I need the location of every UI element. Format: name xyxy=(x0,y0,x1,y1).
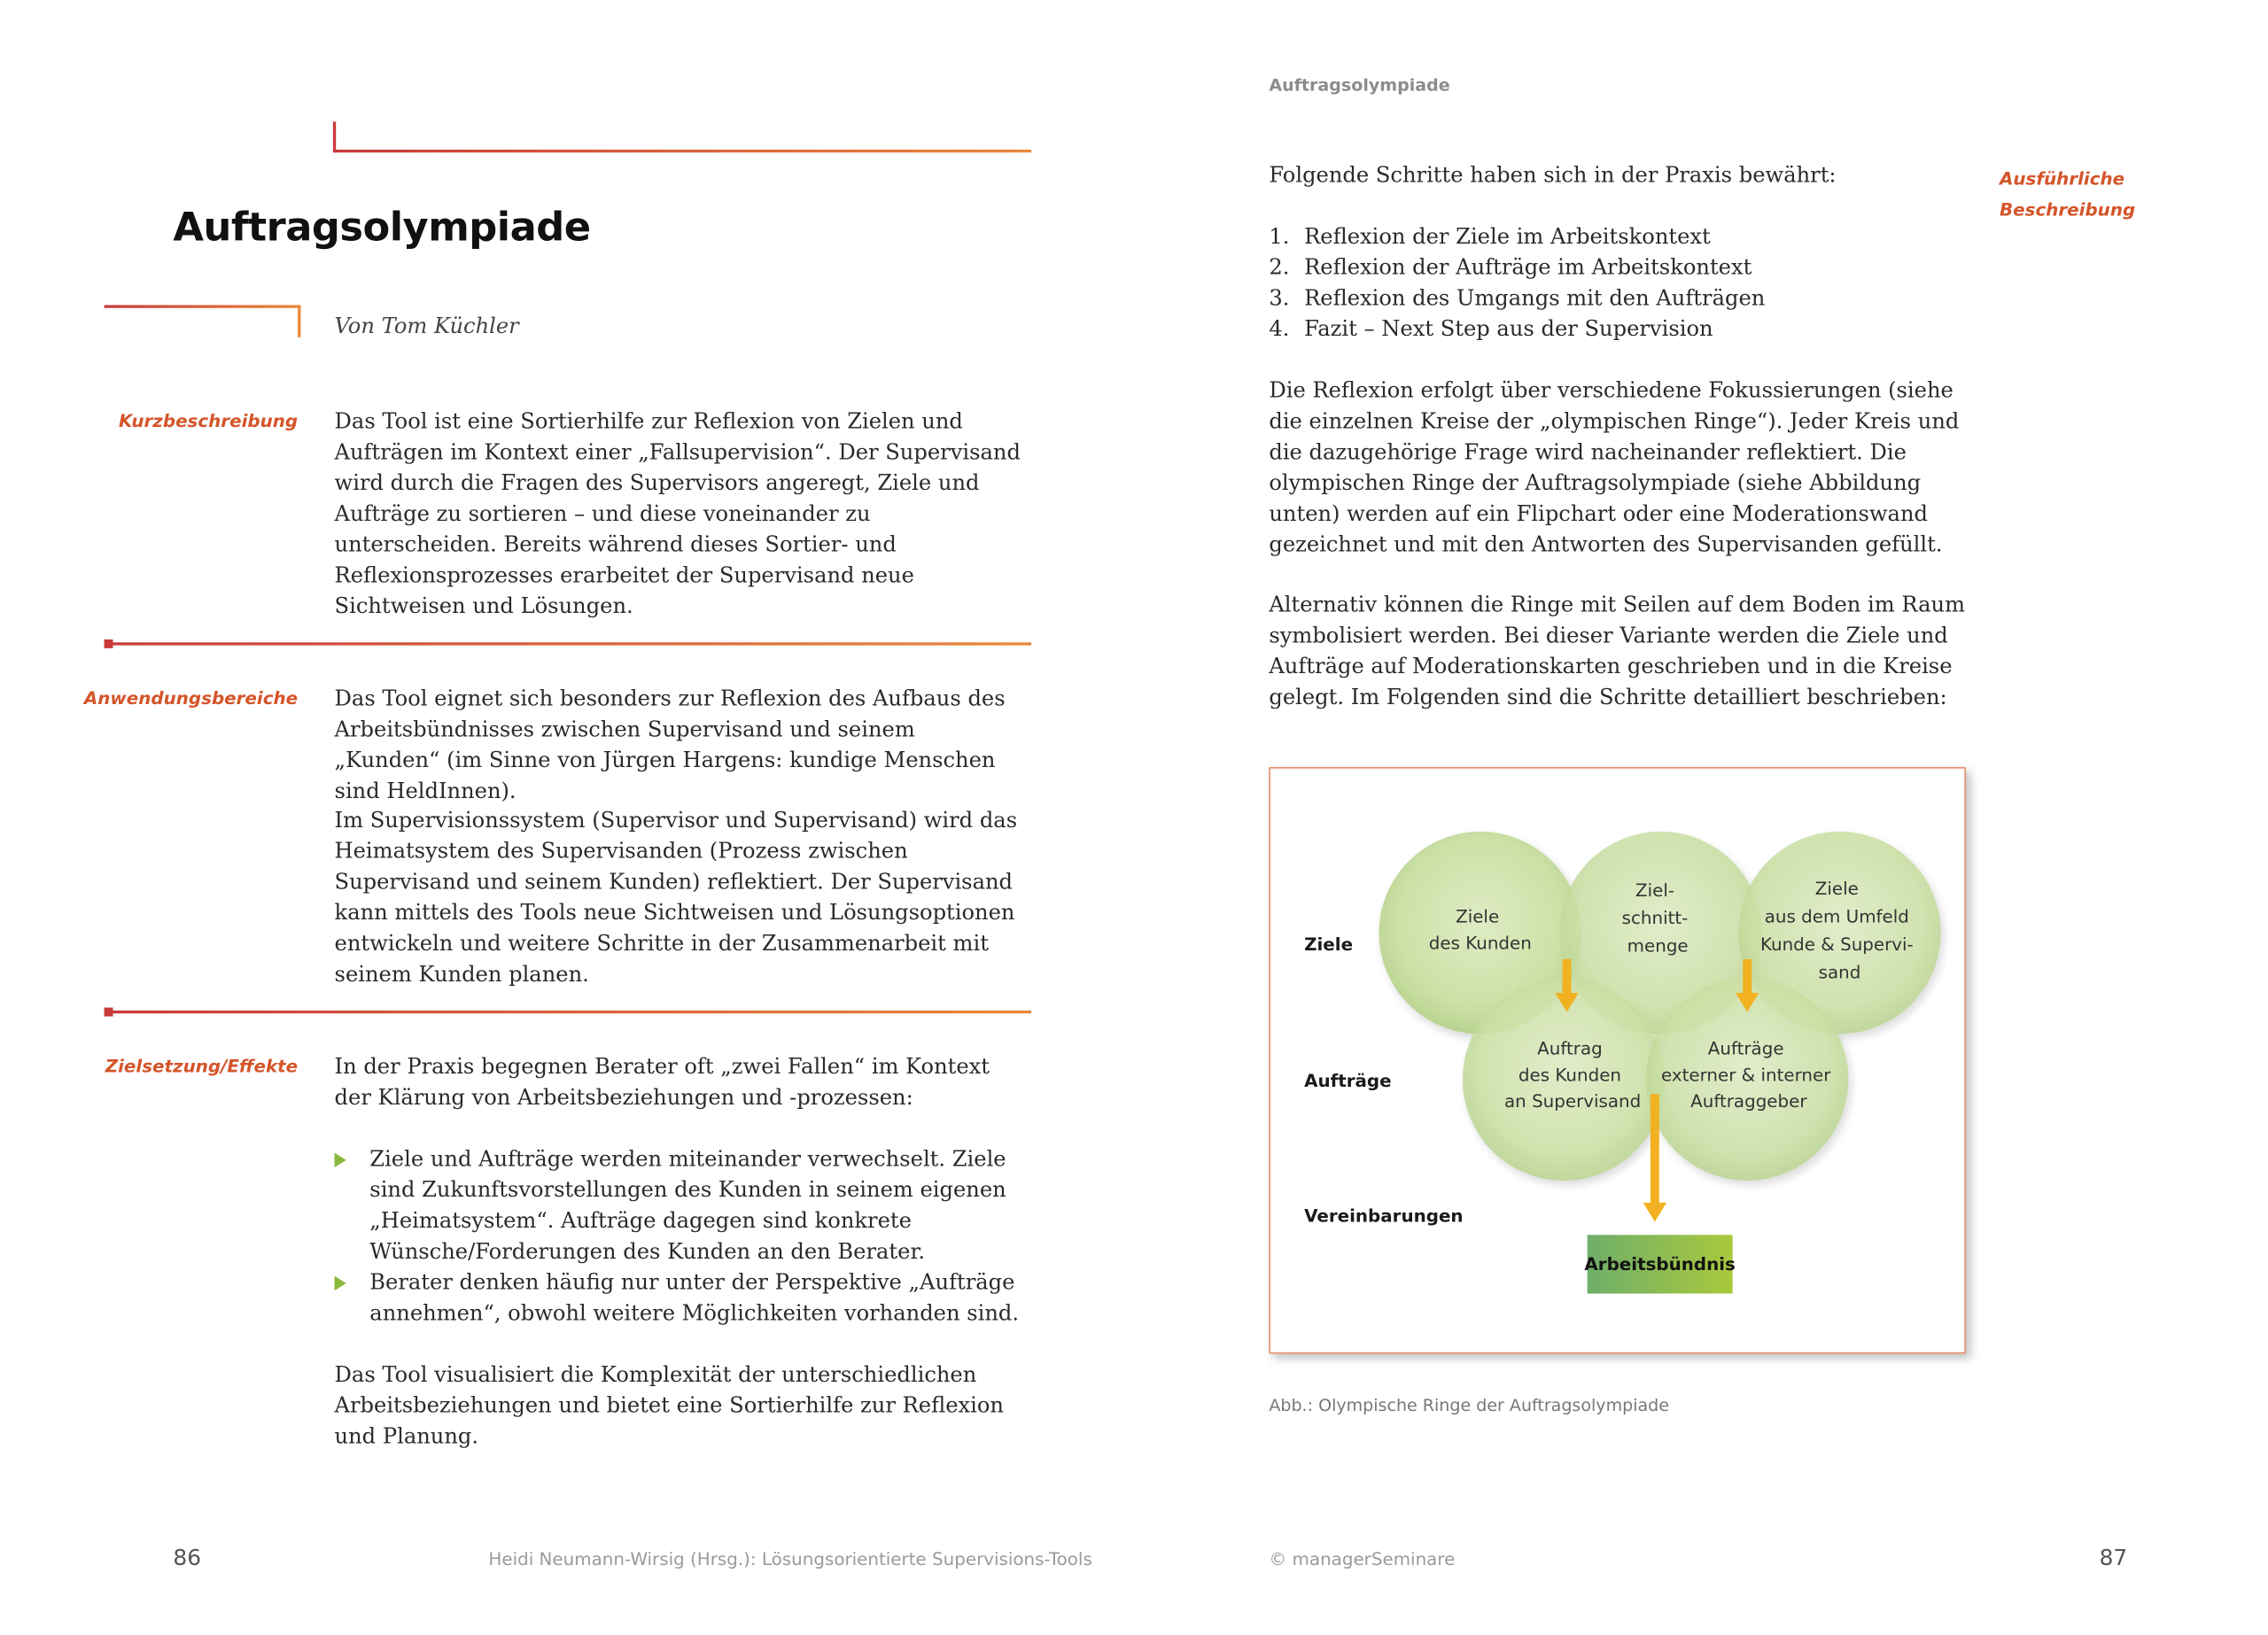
anwendungsbereiche-text-2: Im Supervisionssystem (Supervisor und Supervisand) wird das Heimatsystem des Supervisanden (Prozess zwischen Supervisand und seinem Kunden) reflektiert. Der Supervisand kann mittels des Tools neue Sichtweisen und Lösungsoptionen entwickeln und weitere Schritte in der Zusammenarbeit mit seinem Kunden planen. xyxy=(334,808,1018,988)
page-number-left: 86 xyxy=(173,1544,202,1571)
step-text: Reflexion der Ziele im Arbeitskontext xyxy=(1304,224,1711,250)
list-item-text: Berater denken häufig nur unter der Perspektive „Aufträge annehmen“, obwohl weitere Möglichkeiten vorhanden sind. xyxy=(369,1270,1020,1326)
section-rule xyxy=(110,1011,1031,1013)
author-rule xyxy=(105,305,301,307)
author-line: Von Tom Küchler xyxy=(334,314,519,339)
row-label-vereinbarungen: Vereinbarungen xyxy=(1304,1205,1464,1227)
top-rule xyxy=(333,150,1031,152)
kurzbeschreibung-text: Das Tool ist eine Sortierhilfe zur Reflexion von Zielen und Aufträgen im Kontext einer „Fallsupervision“. Der Supervisand wird durch die Fragen des Supervisors angeregt, Ziele und Aufträge zu sortieren – und diese voneinander zu unterscheiden. Bereits während dieses Sortier- und Reflexionsprozesses erarbeitet der Supervisand neue Sichtweisen und Lösungen. xyxy=(334,408,1021,619)
right-paragraph-2: Alternativ können die Ringe mit Seilen auf dem Boden im Raum symbolisiert werden. Bei dieser Variante werden die Ziele und Aufträge auf Moderationskarten geschrieben und in die Kreise gelegt. Im Folgenden sind die Schritte detailliert beschrieben: xyxy=(1269,592,1966,710)
footer-right: © managerSeminare xyxy=(1269,1548,1456,1569)
right-paragraph-1: Die Reflexion erfolgt über verschiedene Fokussierungen (siehe die einzelnen Kreise der „olympischen Ringe“). Jeder Kreis und die dazugehörige Frage wird nacheinander reflektiert. Die olympischen Ringe der Auftragsolympiade (siehe Abbildung unten) werden auf ein Flipchart oder eine Moderationswand gezeichnet und mit den Antworten des Supervisanden gefüllt. xyxy=(1269,378,1960,558)
circle-text-auftrag-kunden: Auftrag des Kunden an Supervisand xyxy=(1504,1038,1642,1112)
footer-left: Heidi Neumann-Wirsig (Hrsg.): Lösungsorientierte Supervisions-Tools xyxy=(488,1548,1092,1569)
list-item xyxy=(1269,314,1958,345)
label-zielsetzung: Zielsetzung/Effekte xyxy=(105,1056,299,1077)
circle-text-ziele-kunden: Ziele des Kunden xyxy=(1428,906,1532,954)
row-label-ziele: Ziele xyxy=(1304,934,1354,956)
list-item xyxy=(1269,283,1958,314)
list-item xyxy=(335,1267,1024,1329)
list-item-text: Ziele und Aufträge werden miteinander verwechselt. Ziele sind Zukunftsvorstellungen des Kunden in seinem eigenen „Heimatsystem“. Aufträge dagegen sind konkrete Wünsche/Forderungen des Kunden an den Berater. xyxy=(369,1146,1006,1265)
list-item xyxy=(335,1144,1024,1267)
zielsetzung-outro: Das Tool visualisiert die Komplexität der unterschiedlichen Arbeitsbeziehungen und bietet eine Sortierhilfe zur Reflexion und Planung. xyxy=(334,1362,1004,1450)
author-rule-tick xyxy=(298,305,300,337)
running-head: Auftragsolympiade xyxy=(1269,74,1450,96)
circle-text-auftraege-extern: Aufträge externer & interner Auftraggeber xyxy=(1660,1038,1831,1112)
olympic-rings-diagram xyxy=(1269,767,1966,1353)
triangle-bullet-icon xyxy=(335,1276,346,1291)
step-text: Reflexion des Umgangs mit den Aufträgen xyxy=(1304,285,1766,312)
row-label-auftraege: Aufträge xyxy=(1304,1071,1392,1092)
section-rule xyxy=(110,642,1031,645)
step-text: Reflexion der Aufträge im Arbeitskontext xyxy=(1304,255,1752,281)
anwendungsbereiche-text-1: Das Tool eignet sich besonders zur Reflexion des Aufbaus des Arbeitsbündnisses zwischen Supervisand und seinem „Kunden“ (im Sinne von Jürgen Hargens: kundige Menschen sind HeldInnen). xyxy=(334,686,1006,804)
step-number: 3. xyxy=(1269,285,1290,312)
step-text: Fazit – Next Step aus der Supervision xyxy=(1304,316,1713,342)
label-ausfuehrliche-beschreibung: Ausführliche Beschreibung xyxy=(1999,168,2136,221)
triangle-bullet-icon xyxy=(335,1153,346,1168)
zielsetzung-bullet-list xyxy=(335,1144,1024,1329)
step-number: 4. xyxy=(1269,316,1290,342)
step-number: 2. xyxy=(1269,255,1290,281)
list-item xyxy=(1269,252,1958,283)
page-number-right: 87 xyxy=(2099,1544,2128,1571)
list-item xyxy=(1269,221,1958,252)
chapter-title: Auftragsolympiade xyxy=(173,205,591,252)
step-number: 1. xyxy=(1269,224,1290,250)
steps-intro: Folgende Schritte haben sich in der Praxis bewährt: xyxy=(1269,162,1837,188)
circle-text-schnittmenge: Ziel- schnitt- menge xyxy=(1621,879,1689,957)
label-kurzbeschreibung: Kurzbeschreibung xyxy=(119,410,299,431)
steps-list xyxy=(1269,221,1958,345)
result-label: Arbeitsbündnis xyxy=(1584,1254,1736,1275)
zielsetzung-intro: In der Praxis begegnen Berater oft „zwei Fallen“ im Kontext der Klärung von Arbeitsbeziehungen und -prozessen: xyxy=(334,1054,990,1111)
figure-caption: Abb.: Olympische Ringe der Auftragsolympiade xyxy=(1269,1394,1669,1415)
olympic-rings-svg xyxy=(1270,769,1964,1352)
top-rule-tick xyxy=(333,121,336,152)
label-anwendungsbereiche: Anwendungsbereiche xyxy=(83,687,299,709)
circle-text-ziele-umfeld: Ziele aus dem Umfeld Kunde & Supervi- sand xyxy=(1759,879,1914,983)
